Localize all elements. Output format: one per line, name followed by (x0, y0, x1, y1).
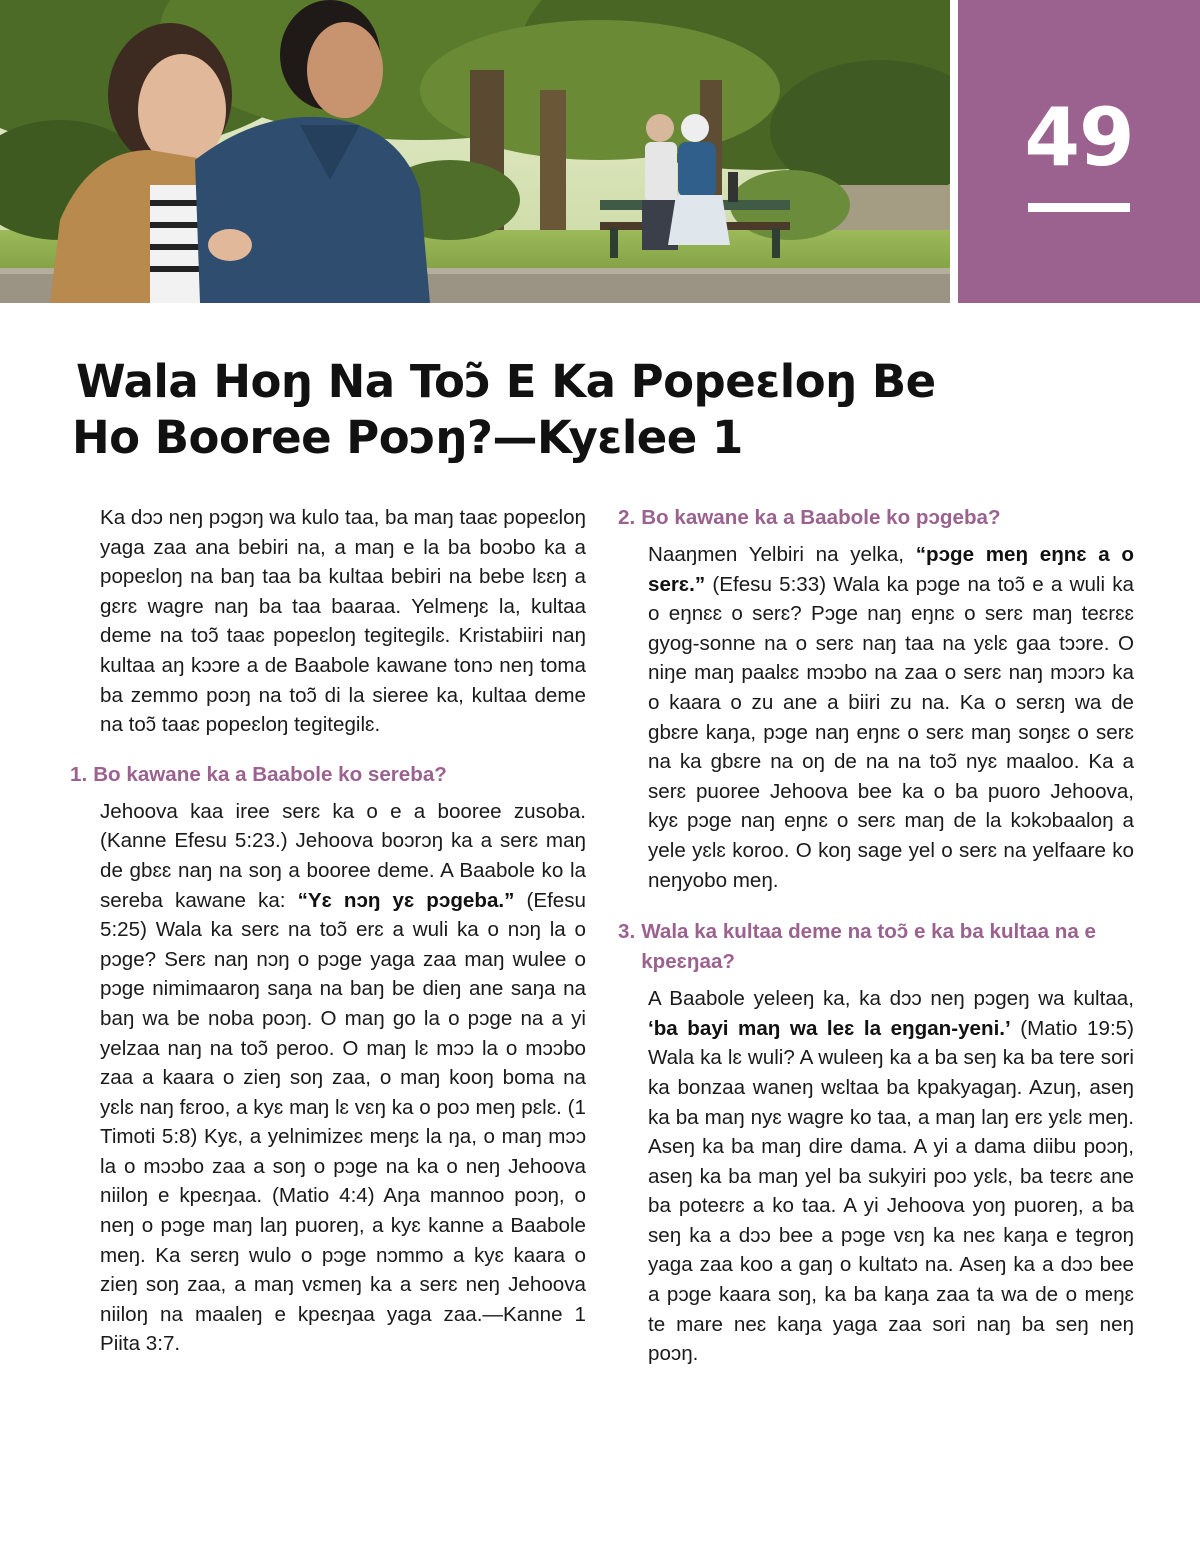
answer-1-part-1: Jehoova kaa iree serɛ ka o e a booree zusoba. (Kanne Efesu 5:23.) Jehoova boɔrɔŋ ka a serɛ maŋ de gbɛɛ naŋ na soŋ a booree deme. A Baabole ko la sereba kawane ka: (100, 799, 586, 912)
question-1-text: Bo kawane ka a Baabole ko sereba? (93, 762, 447, 786)
answer-2-part-1: Naaŋmen Yelbiri na yelka, (648, 543, 916, 566)
question-3-text: Wala ka kultaa deme na toɔ̃ e ka ba kultaa na e kpeɛŋaa? (641, 920, 1096, 974)
left-column (70, 503, 586, 1381)
answer-2-quote: “pɔge meŋ eŋnɛ a o serɛ.” (648, 543, 1134, 596)
answer-3-quote: ‘ba bayi maŋ wa leɛ la eŋgan-yeni.’ (648, 1016, 1011, 1040)
answer-1-part-2: (Efesu 5:25) Wala ka serɛ na toɔ̃ erɛ a wuli ka o nɔŋ la o pɔge? Serɛ naŋ nɔŋ o pɔge yaga zaa maŋ wulee o pɔge nimimaaroŋ saŋa na baŋ be dieŋ ane saŋa na baŋ wa be noba poɔŋ. O maŋ go la o pɔge na a yi yelzaa naŋ na toɔ̃ peroo. O maŋ lɛ mɔɔ la o mɔɔbo zaa a kaara o zieŋ soŋ zaa, o maŋ kooŋ boma na yɛlɛ naŋ fɛroo, a kyɛ maŋ lɛ vɛŋ ka o poɔ meŋ pɛlɛ. (1 Timoti 5:8) Kyɛ, a yelnimizeɛ meŋɛ la ŋa, o maŋ mɔɔ la o mɔɔbo zaa a soŋ o pɔge na ka o neŋ Jehoova niiloŋ e kpeɛŋaa. (Matio 4:4) Aŋa mannoo poɔŋ, o neŋ o pɔge maŋ laŋ puoreŋ, a kyɛ kanne a Baabole meŋ. Ka serɛŋ wulo o pɔge nɔmmo a kyɛ kaara o zieŋ soŋ zaa, a maŋ vɛmeŋ ka a serɛ neŋ Jehoova niiloŋ na maaleŋ e kpeɛŋaa yaga zaa.—Kanne 1 Piita 3:7. (100, 888, 586, 1356)
answer-2-paragraph (648, 540, 1134, 895)
answer-1-quote: “Yɛ nɔŋ yɛ pɔgeba.” (297, 888, 515, 912)
right-column (618, 503, 1134, 1391)
question-2-heading (618, 503, 1134, 533)
question-2-text: Bo kawane ka a Baabole ko pɔgeba? (641, 506, 1001, 529)
question-3-number: 3. (618, 920, 636, 944)
page-title-line-2: Ho Booree Poɔŋ?—Kyɛlee 1 (72, 411, 743, 464)
question-2-number: 2. (618, 506, 636, 529)
answer-3-part-1: A Baabole yeleeŋ ka, ka dɔɔ neŋ pɔgeŋ wa kultaa, (648, 987, 1134, 1011)
page-title (72, 354, 952, 466)
question-1-number: 1. (70, 762, 88, 786)
answer-2-part-2: (Efesu 5:33) Wala ka pɔge na toɔ̃ e a wuli ka o eŋnɛɛ o serɛ? Pɔge naŋ eŋnɛ o serɛ maŋ teɛrɛɛ gyog-sonne na o serɛ naŋ taa na yɛlɛ gaa tɔɔre. O niŋe maŋ paalɛɛ mɔɔbo na zaa o serɛ naŋ mɔɔrɔ ka o kaara o zu ane a biiri zu na. Ka o serɛŋ wa de gbɛre kaŋa, pɔge naŋ eŋnɛ o serɛ maŋ soŋɛɛ o serɛ na ka gbɛre na oŋ de na na toɔ̃ nyɛ maaloo. Ka a serɛ puoree Jehoova bee ka o ba puoro Jehoova, kyɛ pɔge naŋ eŋnɛ o serɛ maŋ de la kɔkɔbaaloŋ a yele yɛlɛ koroo. O koŋ sage yel o serɛ na yelfaare ko neŋyobo meŋ. (648, 572, 1134, 892)
hero-photo (0, 0, 950, 303)
question-3-heading (618, 917, 1134, 977)
couple-park-photo-icon (0, 0, 950, 303)
question-1-heading (70, 760, 586, 790)
page-title-line-1: Wala Hoŋ Na Toɔ̃ E Ka Popeɛloŋ Be (76, 355, 936, 408)
intro-paragraph: Ka dɔɔ neŋ pɔgɔŋ wa kulo taa, ba maŋ taaɛ popeɛloŋ yaga zaa ana bebiri na, a maŋ e la ba boɔbo ka a popeɛloŋ na baŋ taa ba kultaa bebiri na bebe lɛɛŋ a gɛrɛ wagre naŋ ba taa baaraa. Yelmeŋɛ la, kultaa deme na toɔ̃ taaɛ popeɛloŋ tegitegilɛ. Kristabiiri naŋ kultaa aŋ kɔɔre a de Baabole kawane tonɔ neŋ toma ba zemmo poɔŋ na toɔ̃ di la sieree ka, kultaa deme na toɔ̃ taaɛ popeɛloŋ tegitegilɛ. (100, 506, 586, 737)
answer-3-paragraph (648, 984, 1134, 1369)
answer-1-paragraph (100, 797, 586, 1359)
lesson-number-box (958, 0, 1200, 303)
answer-3-part-2: (Matio 19:5) Wala ka lɛ wuli? A wuleeŋ ka a ba seŋ ka ba tere sori ka bonzaa waneŋ wɛltaa ba kpakyagaŋ. Azuŋ, aseŋ ka ba maŋ nyɛ wagre ko taa, a maŋ laŋ erɛ yɛlɛ meŋ. Aseŋ ka ba maŋ dire dama. A yi a dama diibu poɔŋ, aseŋ ka ba maŋ yel ba sukyiri poɔ yɛlɛ, ba teɛrɛ ane ba poteɛrɛ a ko taa. A yi Jehoova yoŋ puoreŋ, a ba seŋ ka a dɔɔ bee a pɔge vɛŋ ka neɛ kaŋa e tegroŋ yaga zaa koo a gaŋ o kultatɔ na. Aseŋ ka a dɔɔ bee a pɔge kaara soŋ, ka ba kaŋa zaa ta wa de o meŋɛ te mare neɛ kaŋa yaga zaa sori naŋ ba seŋ neŋ poɔŋ. (648, 1016, 1134, 1366)
lesson-number: 49 (1024, 91, 1134, 184)
lesson-number-underline (1028, 203, 1130, 212)
